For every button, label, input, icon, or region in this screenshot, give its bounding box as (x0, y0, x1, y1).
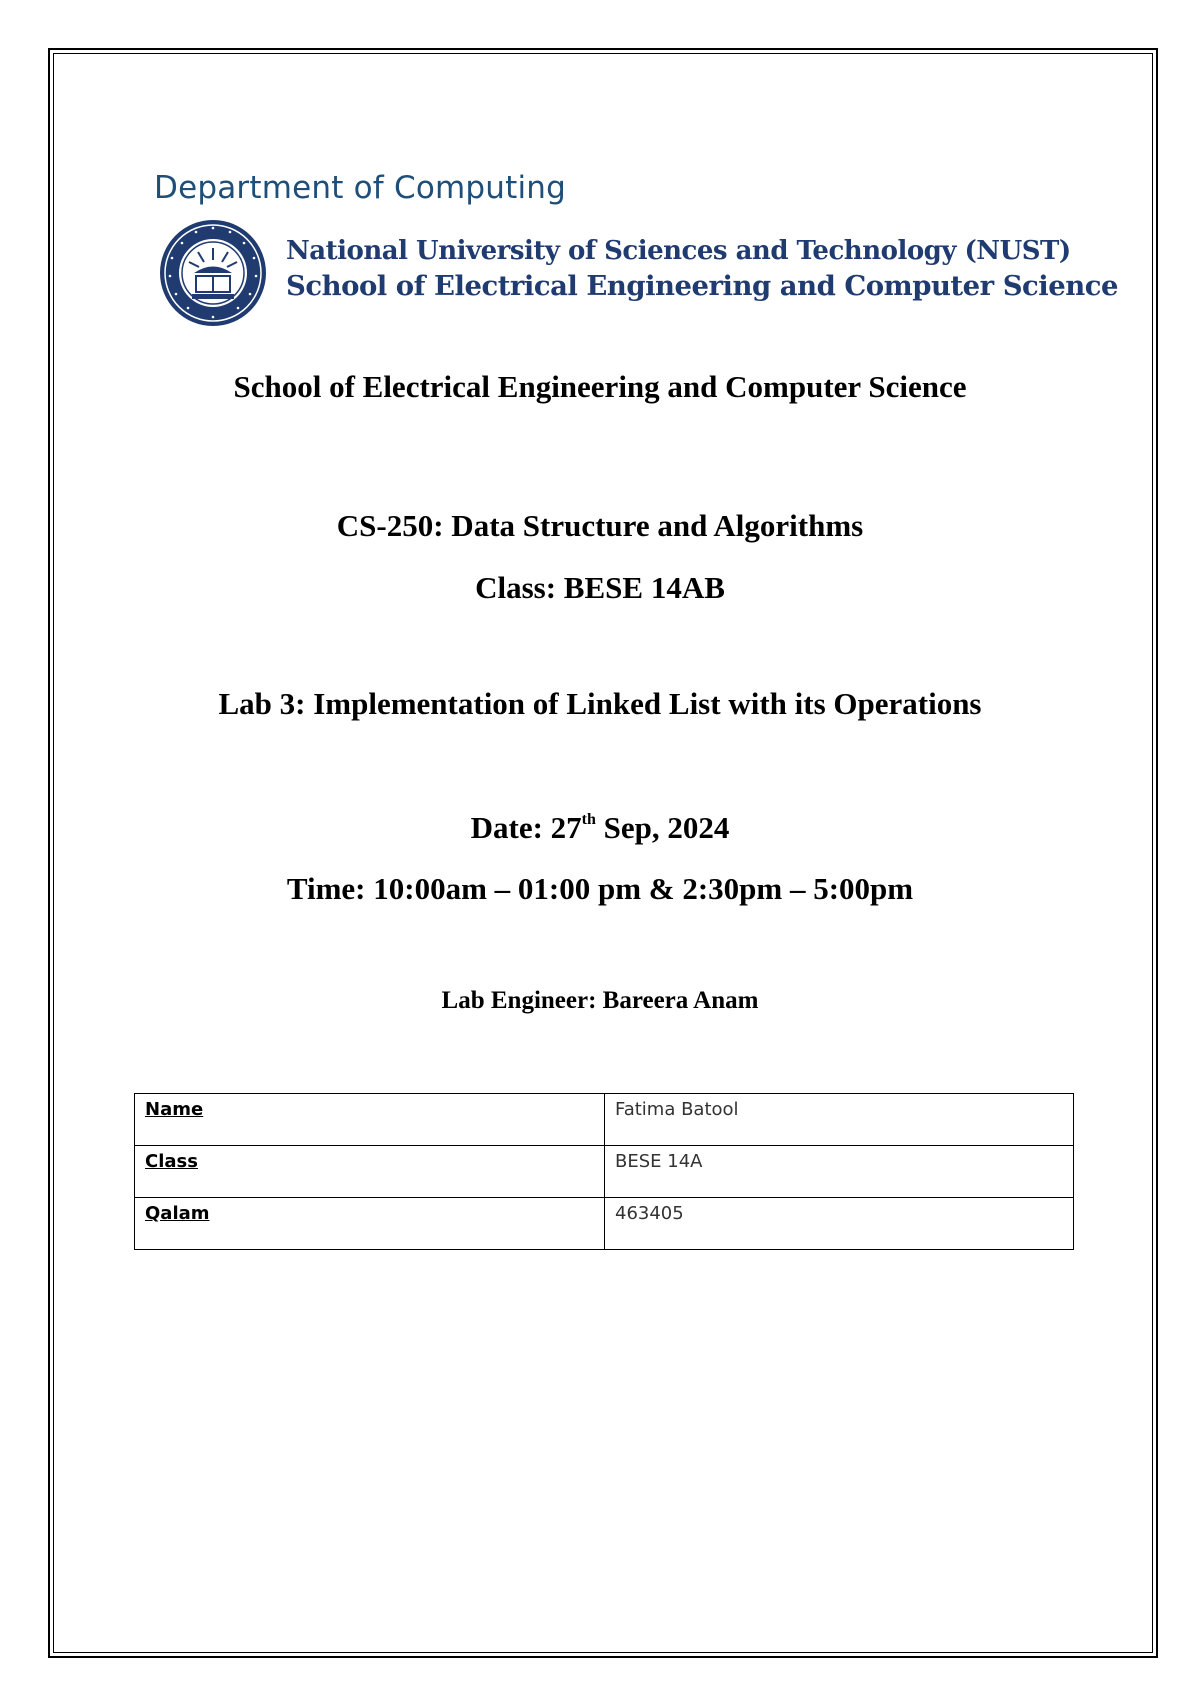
nust-seal-icon (158, 218, 268, 328)
table-row (135, 1094, 1074, 1146)
time-line: Time: 10:00am – 01:00 pm & 2:30pm – 5:00pm (286, 871, 914, 906)
table-row (135, 1146, 1074, 1198)
department-heading: Department of Computing (154, 170, 567, 206)
date-line (0, 810, 1200, 846)
lab-engineer: Lab Engineer: Bareera Anam (441, 987, 759, 1014)
class-label: Class (135, 1146, 605, 1198)
class-value: BESE 14A (605, 1146, 1074, 1198)
class-line: Class: BESE 14AB (475, 570, 725, 605)
name-label: Name (135, 1094, 605, 1146)
date-suffix: Sep, 2024 (595, 810, 730, 845)
logo-university-name: National University of Sciences and Technology (NUST) (286, 236, 1071, 266)
table-row (135, 1198, 1074, 1250)
date-ordinal: th (581, 811, 596, 828)
date-prefix: Date: 27 (470, 810, 582, 845)
name-value: Fatima Batool (605, 1094, 1074, 1146)
course-title: CS-250: Data Structure and Algorithms (336, 508, 864, 543)
logo-school-name: School of Electrical Engineering and Computer Science (286, 270, 1118, 302)
qalam-label: Qalam (135, 1198, 605, 1250)
lab-title: Lab 3: Implementation of Linked List with its Operations (218, 686, 982, 721)
student-info-table (134, 1093, 1074, 1250)
school-title: School of Electrical Engineering and Computer Science (233, 369, 967, 404)
qalam-value: 463405 (605, 1198, 1074, 1250)
